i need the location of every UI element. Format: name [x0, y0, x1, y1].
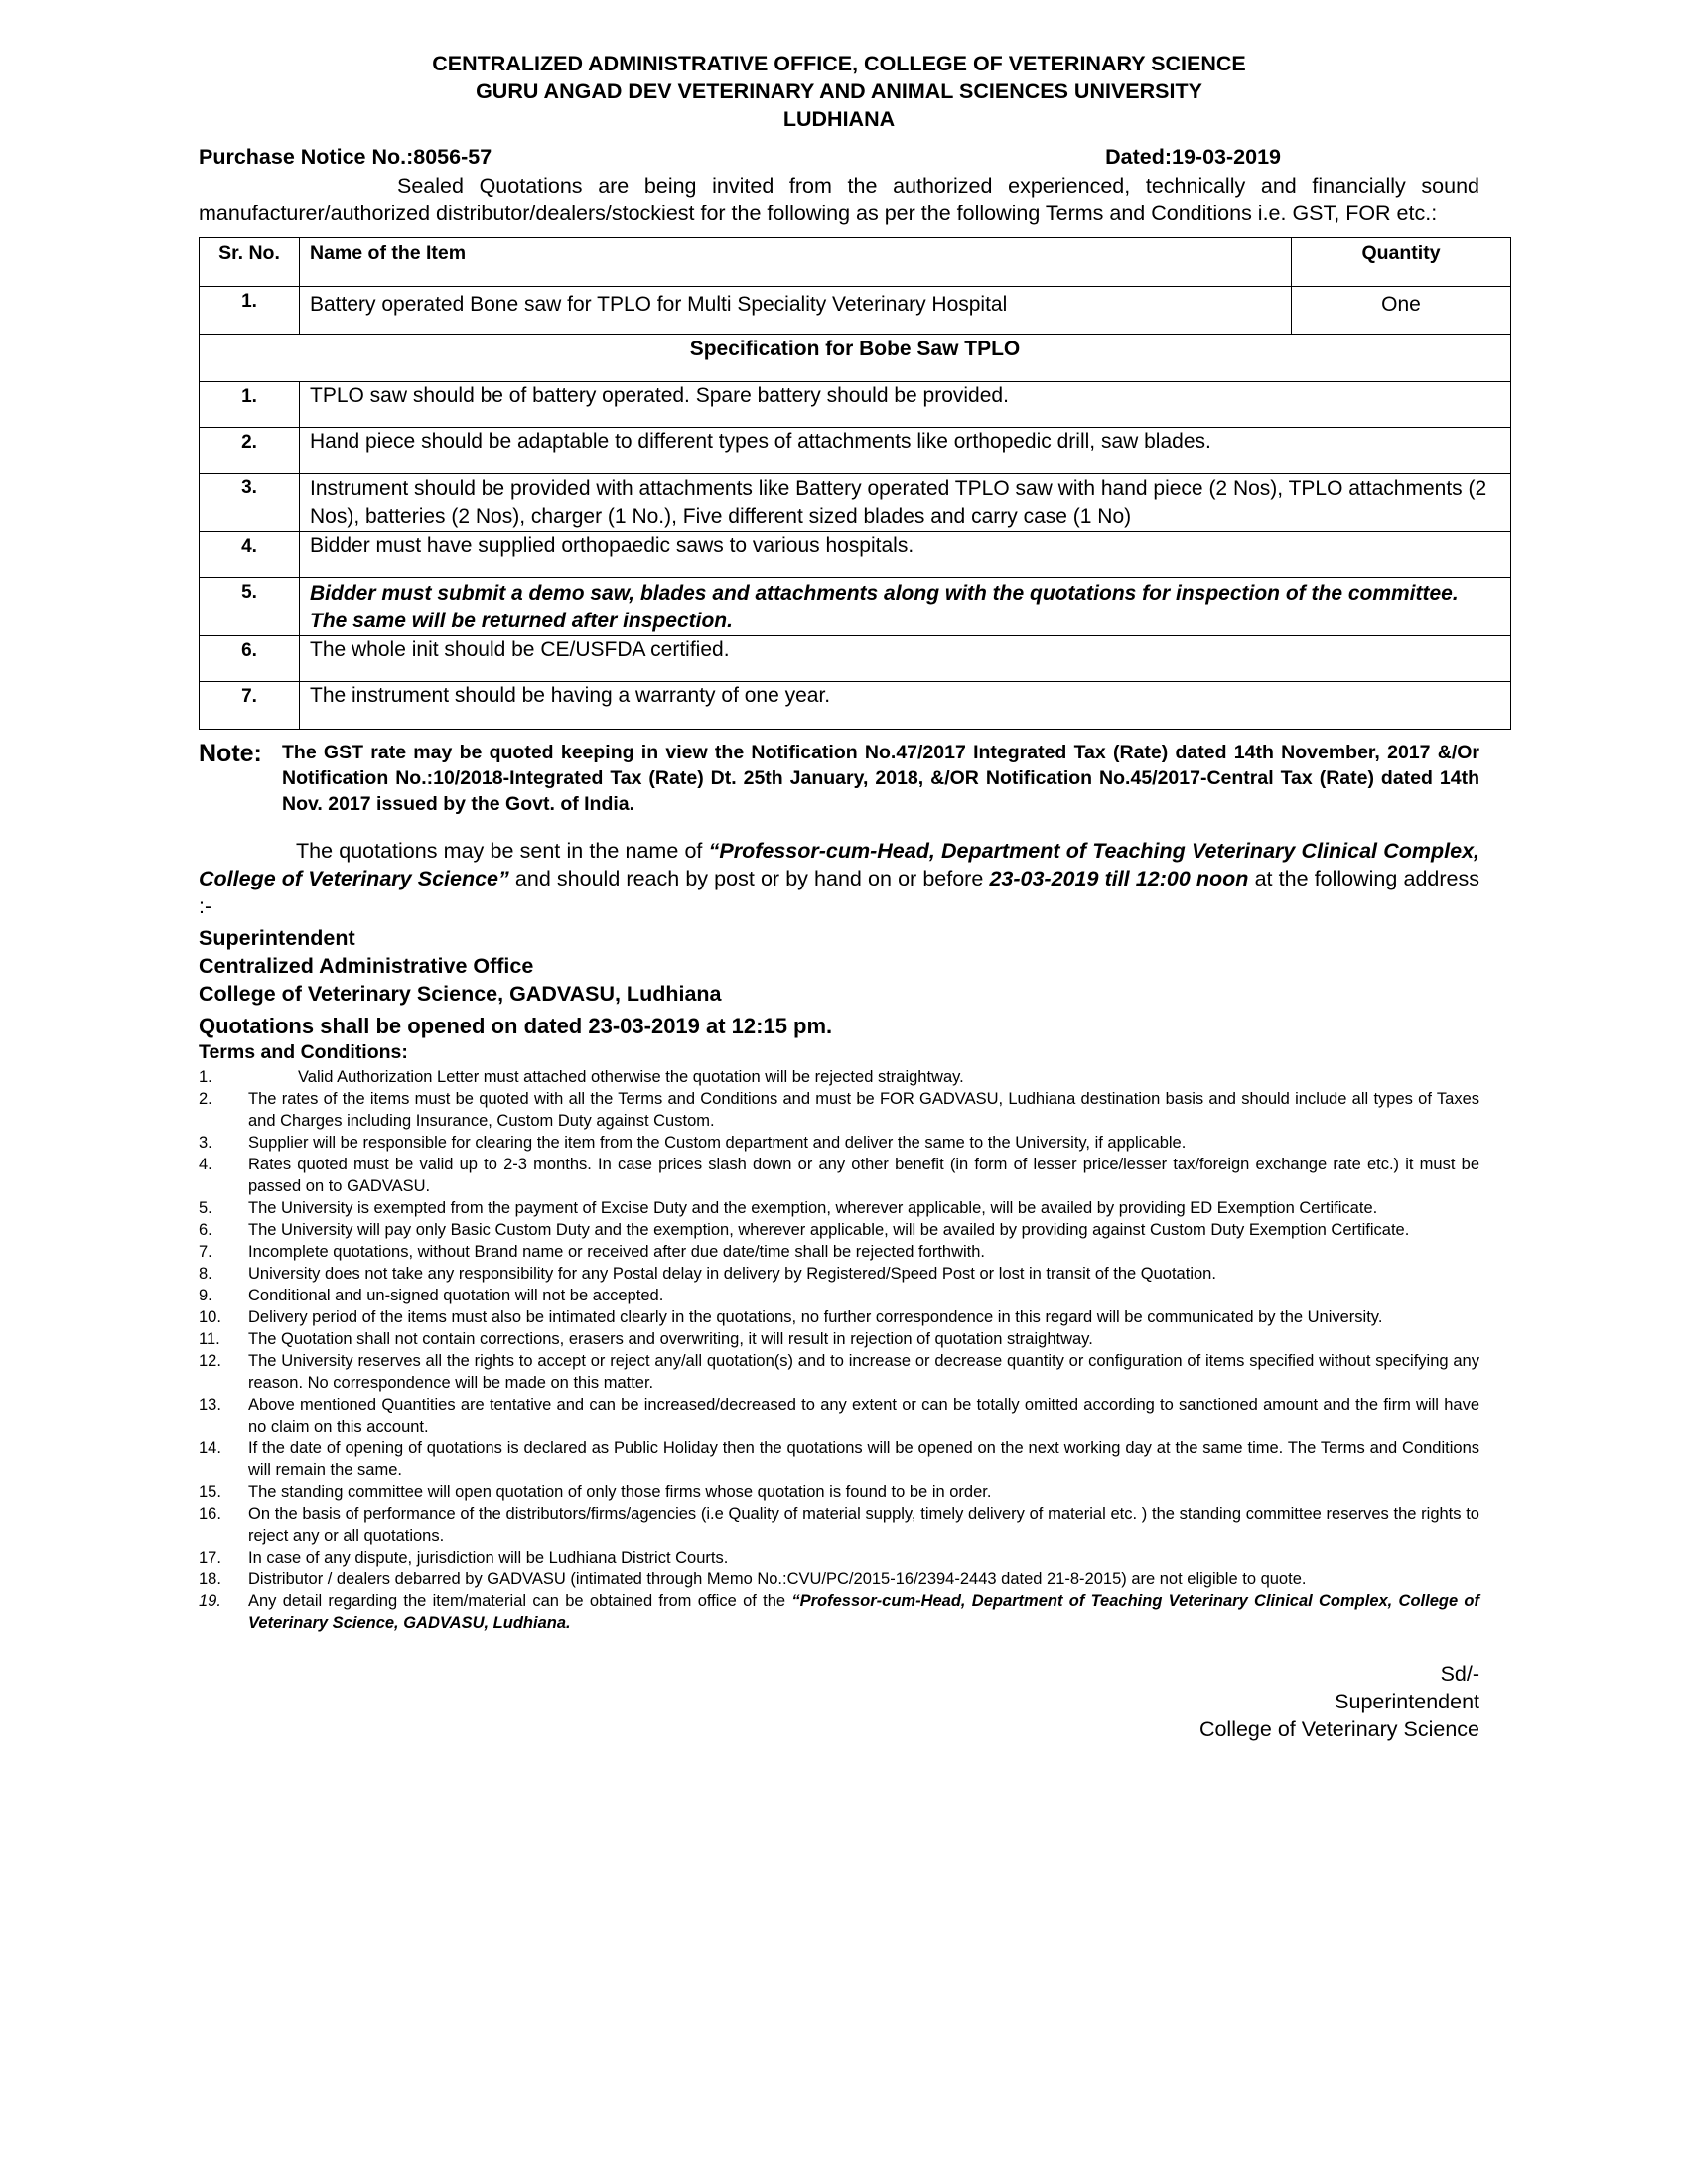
address-line-3: College of Veterinary Science, GADVASU, Ludhiana: [199, 982, 722, 1006]
para-part-6: at the following address :-: [199, 867, 1479, 918]
terms-list: [199, 1066, 1479, 1634]
item-sr: 1.: [200, 287, 300, 335]
para-part-3: and should reach by post or by hand on or before: [508, 867, 990, 890]
list-item: [199, 1241, 1479, 1263]
spec-text: Instrument should be provided with attachments like Battery operated TPLO saw with hand piece (2 Nos), TPLO attachments (2 Nos), batteries (2 Nos), charger (1 No.), Five different sized blades and carry case (1 No): [300, 474, 1511, 532]
intro-paragraph: Sealed Quotations are being invited from the authorized experienced, technically and financially sound manufacturer/authorized distributor/dealers/stockiest for the following as per the following Terms and Conditions i.e. GST, FOR etc.:: [199, 174, 1479, 225]
table-row: [200, 578, 1511, 636]
spec-sr: 4.: [200, 532, 300, 578]
list-item: [199, 1547, 1479, 1569]
term-number: 9.: [199, 1287, 212, 1304]
table-row: [200, 682, 1511, 730]
term-number: 19.: [199, 1592, 221, 1610]
office-header: [199, 50, 1479, 133]
list-item: [199, 1590, 1479, 1634]
list-item: [199, 1350, 1479, 1394]
term-text: Incomplete quotations, without Brand name or received after due date/time shall be rejected forthwith.: [248, 1243, 986, 1261]
spec-heading-row: [200, 335, 1511, 382]
para-deadline-time: till 12:00 noon: [1104, 867, 1249, 890]
table-row: [200, 287, 1511, 335]
note-text: The GST rate may be quoted keeping in view the Notification No.47/2017 Integrated Tax (Rate) dated 14th November, 2017 &/Or Notification No.:10/2018-Integrated Tax (Rate) Dt. 25th January, 2018, &/OR Notification No.45/2017-Central Tax (Rate) dated 14th Nov. 2017 issued by the Govt. of India.: [282, 742, 1479, 815]
signature-line-1: Sd/-: [1440, 1662, 1479, 1686]
submission-paragraph: [199, 837, 1479, 920]
spec-sr: 2.: [200, 428, 300, 474]
item-qty: One: [1292, 287, 1511, 335]
term-number: 1.: [199, 1068, 212, 1086]
term-text: Delivery period of the items must also be intimated clearly in the quotations, no further correspondence in this regard will be communicated by the University.: [248, 1308, 1383, 1326]
list-item: [199, 1503, 1479, 1547]
term-number: 14.: [199, 1439, 221, 1457]
list-item: [199, 1285, 1479, 1306]
term-number: 15.: [199, 1483, 221, 1501]
spec-sr: 1.: [200, 382, 300, 428]
items-table: [199, 237, 1511, 730]
term-text: Valid Authorization Letter must attached otherwise the quotation will be rejected straightway.: [298, 1068, 964, 1086]
para-deadline-date: 23-03-2019: [989, 867, 1099, 890]
term-text: Supplier will be responsible for clearing the item from the Custom department and deliver the same to the University, if applicable.: [248, 1134, 1187, 1152]
term-number: 7.: [199, 1243, 212, 1261]
list-item: [199, 1394, 1479, 1437]
signature-block: [199, 1660, 1479, 1743]
term-number: 13.: [199, 1396, 221, 1414]
spec-sr: 5.: [200, 578, 300, 636]
notice-meta: [199, 145, 1479, 170]
spec-text: Bidder must submit a demo saw, blades and attachments along with the quotations for inspection of the committee. The same will be returned after inspection.: [300, 578, 1511, 636]
term-text: Rates quoted must be valid up to 2-3 months. In case prices slash down or any other benefit (in form of lesser price/lesser tax/foreign exchange rate etc.) it must be passed on to GADVASU.: [248, 1156, 1479, 1195]
notice-number: Purchase Notice No.:8056-57: [199, 145, 492, 169]
para-part-1: The quotations may be sent in the name of: [296, 839, 709, 863]
terms-title: Terms and Conditions:: [199, 1041, 408, 1063]
term-text: The University is exempted from the payment of Excise Duty and the exemption, wherever applicable, will be availed by providing ED Exemption Certificate.: [248, 1199, 1378, 1217]
spec-text: The whole init should be CE/USFDA certified.: [300, 636, 1511, 682]
term-text: The Quotation shall not contain corrections, erasers and overwriting, it will result in rejection of quotation straightway.: [248, 1330, 1093, 1348]
term-text: If the date of opening of quotations is declared as Public Holiday then the quotations will be opened on the next working day at the same time. The Terms and Conditions will remain the same.: [248, 1439, 1479, 1479]
list-item: [199, 1481, 1479, 1503]
list-item: [199, 1154, 1479, 1197]
table-row: [200, 474, 1511, 532]
list-item: [199, 1088, 1479, 1132]
list-item: [199, 1263, 1479, 1285]
col-qty-header: Quantity: [1292, 238, 1511, 287]
term-number: 5.: [199, 1199, 212, 1217]
term-text: Distributor / dealers debarred by GADVASU (intimated through Memo No.:CVU/PC/2015-16/2394-2443 dated 21-8-2015) are not eligible to quote.: [248, 1570, 1307, 1588]
notice-date: Dated:19-03-2019: [1105, 145, 1281, 169]
list-item: [199, 1328, 1479, 1350]
list-item: [199, 1219, 1479, 1241]
term-text: In case of any dispute, jurisdiction will be Ludhiana District Courts.: [248, 1549, 729, 1567]
spec-sr: 6.: [200, 636, 300, 682]
term-number: 11.: [199, 1330, 220, 1348]
term-number: 8.: [199, 1265, 212, 1283]
header-line-2: GURU ANGAD DEV VETERINARY AND ANIMAL SCIENCES UNIVERSITY: [476, 79, 1202, 103]
table-row: [200, 382, 1511, 428]
spec-text: The instrument should be having a warranty of one year.: [300, 682, 1511, 730]
term-text: The rates of the items must be quoted with all the Terms and Conditions and must be FOR GADVASU, Ludhiana destination basis and should include all types of Taxes and Charges including Insurance, Custom Duty against Custom.: [248, 1090, 1479, 1130]
spec-text: Bidder must have supplied orthopaedic saws to various hospitals.: [300, 532, 1511, 578]
spec-sr: 7.: [200, 682, 300, 730]
term-text: [248, 1590, 1479, 1634]
note-label: Note:: [199, 740, 262, 767]
spec-sr: 3.: [200, 474, 300, 532]
term-number: 3.: [199, 1134, 212, 1152]
term-number: 10.: [199, 1308, 221, 1326]
header-line-1: CENTRALIZED ADMINISTRATIVE OFFICE, COLLEGE OF VETERINARY SCIENCE: [432, 52, 1246, 75]
address-line-2: Centralized Administrative Office: [199, 954, 534, 978]
signature-line-2: Superintendent: [1335, 1690, 1479, 1713]
term-number: 17.: [199, 1549, 221, 1567]
col-sr-header: Sr. No.: [200, 238, 300, 287]
spec-heading: Specification for Bobe Saw TPLO: [200, 335, 1511, 382]
term-text: On the basis of performance of the distributors/firms/agencies (i.e Quality of material supply, timely delivery of material etc. ) the standing committee reserves the rights to reject any or all quotations.: [248, 1505, 1479, 1545]
list-item: [199, 1132, 1479, 1154]
col-name-header: Name of the Item: [300, 238, 1292, 287]
term-number: 12.: [199, 1352, 221, 1370]
address-line-1: Superintendent: [199, 926, 355, 950]
spec-text: Hand piece should be adaptable to different types of attachments like orthopedic drill, saw blades.: [300, 428, 1511, 474]
opening-statement: Quotations shall be opened on dated 23-03-2019 at 12:15 pm.: [199, 1014, 833, 1038]
term-number: 18.: [199, 1570, 221, 1588]
table-row: [200, 636, 1511, 682]
term-number: 4.: [199, 1156, 212, 1173]
term-19-text: Any detail regarding the item/material can be obtained from office of the: [248, 1592, 792, 1610]
para-addressee: “Professor-cum-Head, Department of Teaching Veterinary Clinical Complex, College of Veterinary Science”: [199, 839, 1479, 890]
list-item: [199, 1437, 1479, 1481]
list-item: [199, 1197, 1479, 1219]
signature-line-3: College of Veterinary Science: [1198, 1717, 1479, 1741]
term-text: Above mentioned Quantities are tentative and can be increased/decreased to any extent or can be totally omitted according to sanctioned amount and the firm will have no claim on this account.: [248, 1396, 1479, 1435]
term-text: Conditional and un-signed quotation will not be accepted.: [248, 1287, 664, 1304]
term-19-office: “Professor-cum-Head, Department of Teaching Veterinary Clinical Complex, College of Veterinary Science, GADVASU, Ludhiana.: [248, 1592, 1479, 1632]
term-text: University does not take any responsibility for any Postal delay in delivery by Registered/Speed Post or lost in transit of the Quotation.: [248, 1265, 1216, 1283]
address-block: [199, 924, 1479, 1008]
header-line-3: LUDHIANA: [782, 107, 896, 131]
item-name: Battery operated Bone saw for TPLO for Multi Speciality Veterinary Hospital: [300, 287, 1292, 335]
term-number: 6.: [199, 1221, 212, 1239]
purchase-notice-page: [199, 50, 1487, 1743]
list-item: [199, 1306, 1479, 1328]
spec-text: TPLO saw should be of battery operated. Spare battery should be provided.: [300, 382, 1511, 428]
gst-note: [199, 740, 1479, 817]
list-item: [199, 1066, 1479, 1088]
table-header-row: [200, 238, 1511, 287]
table-row: [200, 428, 1511, 474]
table-row: [200, 532, 1511, 578]
term-text: The University will pay only Basic Custom Duty and the exemption, wherever applicable, will be availed by providing against Custom Duty Exemption Certificate.: [248, 1221, 1410, 1239]
term-number: 2.: [199, 1090, 212, 1108]
term-text: The standing committee will open quotation of only those firms whose quotation is found to be in order.: [248, 1483, 992, 1501]
term-number: 16.: [199, 1505, 221, 1523]
term-text: The University reserves all the rights to accept or reject any/all quotation(s) and to increase or decrease quantity or configuration of items specified without specifying any reason. No correspondence will be made on this matter.: [248, 1352, 1479, 1392]
list-item: [199, 1569, 1479, 1590]
